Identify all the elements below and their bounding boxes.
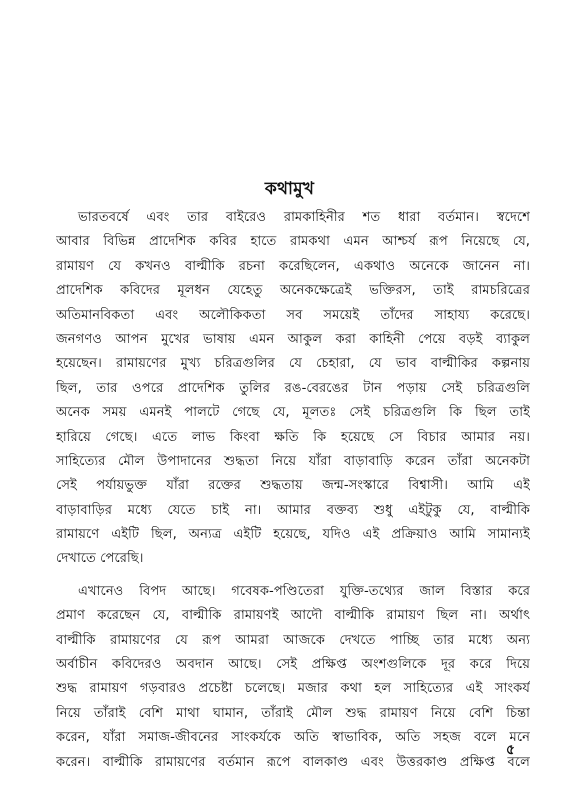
text-line: রামায়ণ যে কখনও বাল্মীকি রচনা করেছিলেন, একথাও অনেকে জানেন না। xyxy=(56,258,530,274)
text-line: ভারতবর্ষে এবং তার বাইরেও রামকাহিনীর শত ধারা বর্তমান। স্বদেশে xyxy=(78,210,530,225)
text-line: রামায়ণে এইটি ছিল, অন্যত্র এইটি হয়েছে, যদিও এই প্রক্রিয়াও আমি সামান্যই xyxy=(56,527,530,543)
text-line: বাল্মীকি রামায়ণের যে রূপ আমরা আজকে দেখতে পাচ্ছি তার মধ্যে অন্য xyxy=(56,632,530,648)
text-line: শুদ্ধ রামায়ণ গড়বারও প্রচেষ্টা চলেছে। মজার কথা হল সাহিত্যের এই সাংকর্য xyxy=(56,681,530,697)
chapter-heading: কথামুখ xyxy=(264,179,315,199)
text-line: হয়েছেন। রামায়ণের মুখ্য চরিত্রগুলির যে চেহারা, যে ভাব বাল্মীকির কল্পনায় xyxy=(56,356,530,372)
text-line: দেখাতে পেরেছি। xyxy=(56,551,144,567)
text-line: করেন। বাল্মীকি রামায়ণের বর্তমান রূপে বালকাণ্ড এবং উত্তরকাণ্ড প্রক্ষিপ্ত বলে xyxy=(56,754,530,770)
paragraph-gap xyxy=(56,572,530,580)
paragraph-1 xyxy=(56,206,530,572)
text-line: অর্বাচীন কবিদেরও অবদান আছে। সেই প্রক্ষিপ্ত অংশগুলিকে দূর করে দিয়ে xyxy=(56,657,530,673)
text-line: বাড়াবাড়ির মধ্যে যেতে চাই না। আমার বক্তব্য শুধু এইটুকু যে, বাল্মীকি xyxy=(56,502,530,518)
text-line: জনগণও আপন মুখের ভাষায় এমন আকুল করা কাহিনী পেয়ে বড়ই ব্যাকুল xyxy=(56,331,530,347)
text-line: আবার বিভিন্ন প্রাদেশিক কবির হাতে রামকথা এমন আশ্চর্য রূপ নিয়েছে যে, xyxy=(56,234,530,250)
text-line: এখানেও বিপদ আছে। গবেষক-পণ্ডিতেরা যুক্তি-তথ্যের জাল বিস্তার করে xyxy=(78,583,530,599)
text-line: নিয়ে তাঁরাই বেশি মাথা ঘামান, তাঁরাই মৌল শুদ্ধ রামায়ণ নিয়ে বেশি চিন্তা xyxy=(56,705,530,721)
paragraph-2 xyxy=(56,580,530,775)
text-line: অনেক সময় এমনই পালটে গেছে যে, মূলতঃ সেই চরিত্রগুলি কি ছিল তাই xyxy=(56,405,530,421)
text-line: করেন, যাঁরা সমাজ-জীবনের সাংকর্যকে অতি স্বাভাবিক, অতি সহজ বলে মনে xyxy=(56,730,530,746)
text-line: হারিয়ে গেছে। এতে লাভ কিংবা ক্ষতি কি হয়েছে সে বিচার আমার নয়। xyxy=(56,429,530,445)
text-line: ছিল, তার ওপরে প্রাদেশিক তুলির রঙ-বেরঙের টান পড়ায় সেই চরিত্রগুলি xyxy=(56,380,530,396)
body-text xyxy=(56,206,530,775)
page-number: ৫ xyxy=(505,742,515,758)
text-line: প্রাদেশিক কবিদের মূলধন যেহেতু অনেকক্ষেত্রেই ভক্তিরস, তাই রামচরিত্রের xyxy=(56,283,530,299)
text-line: সেই পর্যায়ভুক্ত যাঁরা রক্তের শুদ্ধতায় জন্ম-সংস্কারে বিশ্বাসী। আমি এই xyxy=(56,478,530,494)
text-line: প্রমাণ করেছেন যে, বাল্মীকি রামায়ণই আদৌ বাল্মীকি রামায়ণ ছিল না। অর্থাৎ xyxy=(56,608,530,624)
text-line: সাহিত্যের মৌল উপাদানের শুদ্ধতা নিয়ে যাঁরা বাড়াবাড়ি করেন তাঁরা অনেকটা xyxy=(56,453,530,469)
text-line: অতিমানবিকতা এবং অলৌকিকতা সব সময়েই তাঁদের সাহায্য করেছে। xyxy=(56,307,530,323)
